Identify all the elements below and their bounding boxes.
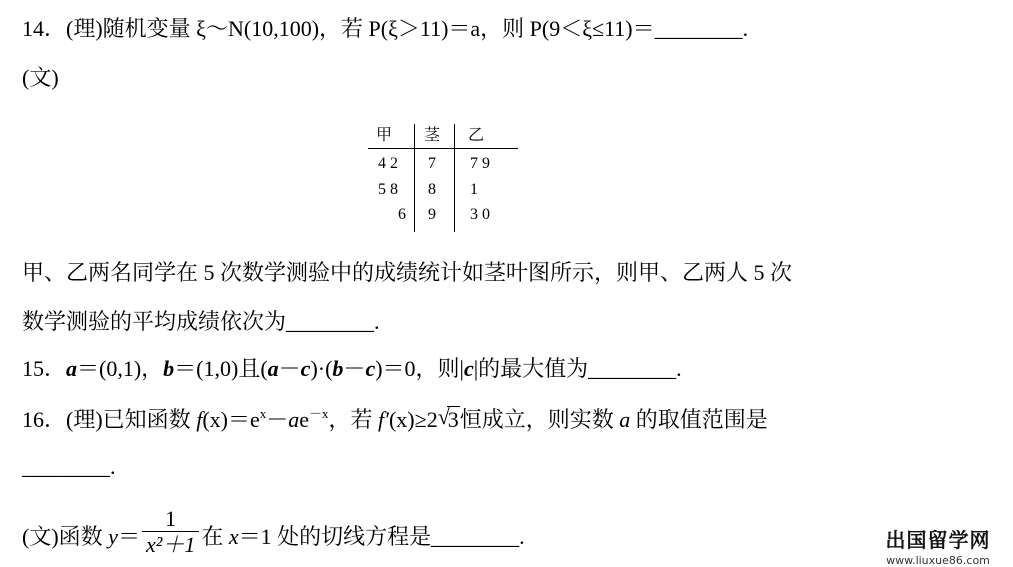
q15-line <box>22 358 682 380</box>
q16-t3: e <box>299 407 310 432</box>
stem-right-divider <box>454 124 455 232</box>
fraction-numerator: 1 <box>142 507 199 532</box>
fraction-denominator: x²＋1 <box>145 532 196 558</box>
q16-fprime: f′ <box>378 407 389 432</box>
stem-row3-left: 6 <box>398 206 406 223</box>
q16-t1: 已知函数 <box>102 407 197 432</box>
stem-row2-stem: 8 <box>428 181 436 198</box>
stem-row1-stem: 7 <box>428 155 436 172</box>
q14-wen-tag <box>22 67 59 89</box>
stem-left-divider <box>414 124 415 232</box>
watermark-url: www.liuxue86.com <box>886 554 990 567</box>
q15-minus2: － <box>343 356 366 381</box>
q16-wen-tag: (文) <box>22 523 59 549</box>
q15-vec-b2: b <box>332 356 344 381</box>
q14-wen-text-2-content: 数学测验的平均成绩依次为 <box>22 309 287 334</box>
stem-row2-left: 5 8 <box>378 181 398 198</box>
q16-sup2: －x <box>309 406 329 421</box>
q14-wen-text-2 <box>22 311 380 333</box>
q16-wen-eq: ＝ <box>117 523 140 549</box>
q16-a2: a <box>619 407 631 432</box>
watermark-logo-text: 出国留学网 <box>885 528 991 552</box>
q16-sqrt <box>437 404 460 432</box>
q16-x1: (x)＝e <box>202 407 260 432</box>
q15-eq1: ＝(0,1)， <box>77 356 164 381</box>
q15-mid: )·( <box>310 356 333 381</box>
q16-t5: (x)≥2 <box>388 407 438 432</box>
q14-number: 14． <box>22 16 67 41</box>
q16-t7: 的取值范围是 <box>630 407 768 432</box>
q16-sqrt-arg: 3 <box>447 407 459 432</box>
q16-t4: ，若 <box>328 407 379 432</box>
q15-vec-a: a <box>66 356 78 381</box>
q14-wen-text-1-content: 甲、乙两名同学在 5 次数学测验中的成绩统计如茎叶图所示，则甲、乙两人 5 次 <box>22 260 793 285</box>
q16-line <box>22 404 768 432</box>
q15-blank: ________ <box>588 356 677 381</box>
stem-header-divider <box>368 148 518 149</box>
q15-vec-c3: c <box>463 356 474 381</box>
q15-end: . <box>676 356 682 381</box>
q15-eq3: )＝0，则| <box>375 356 464 381</box>
stem-row1-left: 4 2 <box>378 155 398 172</box>
sqrt-radical-icon: √ <box>437 404 450 429</box>
q14-text: 随机变量 ξ～N(10,100)，若 P(ξ＞11)＝a，则 P(9＜ξ≤11)＝ <box>102 16 655 41</box>
site-watermark <box>868 524 1008 567</box>
q16-t2: － <box>266 407 289 432</box>
stem-row2-right: 1 <box>470 181 478 198</box>
q14-wen-text-1 <box>22 262 792 284</box>
q16-f: f <box>196 407 203 432</box>
stem-row3-right: 3 0 <box>470 206 490 223</box>
q14-wen-blank: ________ <box>286 309 375 334</box>
q16-tag-li: (理) <box>66 407 103 432</box>
q16-wen-line <box>22 506 525 565</box>
q16-answer-line <box>22 456 116 478</box>
q14-tag-li: (理) <box>66 16 103 41</box>
q15-vec-c1: c <box>300 356 311 381</box>
q16-wen-x: x <box>228 523 239 549</box>
stem-leaf-plot <box>368 122 523 232</box>
q15-vec-c2: c <box>365 356 376 381</box>
q15-minus1: － <box>278 356 301 381</box>
stem-header-jia: 甲 <box>376 127 393 144</box>
q15-number: 15． <box>22 356 67 381</box>
q15-eq2: ＝(1,0)且( <box>174 356 268 381</box>
q15-tail: |的最大值为 <box>473 356 589 381</box>
q16-number: 16． <box>22 407 67 432</box>
stem-header-stem: 茎 <box>424 127 441 144</box>
q14-line <box>22 18 748 40</box>
stem-header-yi: 乙 <box>468 127 485 144</box>
q15-vec-b: b <box>163 356 175 381</box>
q14-end: . <box>742 16 749 41</box>
q16-wen-t2: 在 <box>201 523 229 549</box>
q14-wen-end: . <box>374 309 380 334</box>
q16-wen-t3: ＝1 处的切线方程是 <box>238 523 432 549</box>
q16-wen-fraction <box>142 507 199 559</box>
stem-row1-right: 7 9 <box>470 155 490 172</box>
q16-end: . <box>110 454 116 479</box>
q16-wen-end: . <box>519 523 525 549</box>
q16-wen-t1: 函数 <box>58 523 109 549</box>
q14-blank: ________ <box>654 16 743 41</box>
q16-wen-y: y <box>108 523 118 549</box>
q16-blank: ________ <box>22 454 110 479</box>
q16-wen-blank: ________ <box>431 523 520 549</box>
q16-t6: 恒成立，则实数 <box>459 407 620 432</box>
q16-a: a <box>288 407 300 432</box>
q16-sup1: x <box>259 406 267 421</box>
q15-vec-a2: a <box>267 356 279 381</box>
q14-wen-tag-text: (文) <box>22 65 59 90</box>
stem-row3-stem: 9 <box>428 206 436 223</box>
